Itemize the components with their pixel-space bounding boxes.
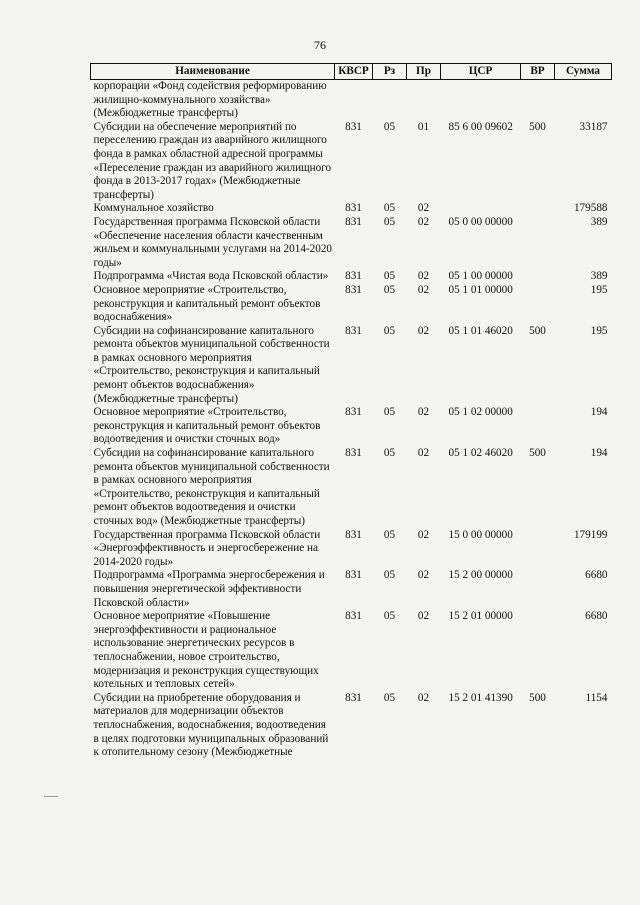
table-row bbox=[91, 121, 612, 203]
cell-name: корпорации «Фонд содействия реформированию жилищно-коммунального хозяйства» (Межбюджетные трансферты) bbox=[93, 80, 327, 120]
cell-csr: 05 1 00 00000 bbox=[448, 270, 513, 283]
cell-kvsr: 831 bbox=[345, 120, 362, 133]
cell-vr bbox=[521, 80, 555, 121]
cell-csr: 15 2 01 41390 bbox=[448, 691, 513, 704]
cell-sum: 6680 bbox=[585, 610, 608, 623]
table-row bbox=[91, 529, 612, 570]
cell-rz: 05 bbox=[383, 120, 396, 133]
cell-rz: 05 bbox=[383, 610, 396, 623]
cell-pr: 02 bbox=[417, 569, 430, 582]
cell-vr bbox=[521, 569, 555, 610]
cell-kvsr: 831 bbox=[345, 610, 362, 623]
cell-csr: 05 0 00 00000 bbox=[448, 215, 513, 228]
cell-vr bbox=[521, 270, 555, 284]
cell-sum: 6680 bbox=[585, 569, 608, 582]
cell-kvsr: 831 bbox=[345, 569, 362, 582]
table-row bbox=[91, 80, 612, 121]
cell-vr: 500 bbox=[529, 324, 546, 337]
cell-kvsr: 831 bbox=[345, 270, 362, 283]
cell-kvsr: 831 bbox=[345, 215, 362, 228]
cell-name: Основное мероприятие «Строительство, реконструкция и капитальный ремонт объектов водоснабжения» bbox=[93, 283, 321, 324]
cell-vr bbox=[521, 202, 555, 216]
cell-kvsr: 831 bbox=[345, 202, 362, 215]
cell-rz: 05 bbox=[383, 202, 396, 215]
cell-rz: 05 bbox=[383, 215, 396, 228]
cell-csr: 05 1 01 46020 bbox=[448, 324, 513, 337]
cell-name: Основное мероприятие «Повышение энергоэффективности и рациональное использование энергетических ресурсов в теплоснабжении, новое строительство, модернизация и реконструкция существующих котельных и тепловых сетей» bbox=[93, 610, 319, 691]
cell-name: Субсидии на обеспечение мероприятий по переселению граждан из аварийного жилищного фонда в рамках областной адресной программы «Переселение граждан из аварийного жилищного фонда в 2013-2017 годах» (Межбюджетные трансферты) bbox=[93, 120, 332, 201]
cell-rz: 05 bbox=[383, 569, 396, 582]
cell-pr: 02 bbox=[417, 528, 430, 541]
cell-pr: 02 bbox=[417, 270, 430, 283]
cell-csr bbox=[441, 202, 521, 216]
cell-rz: 05 bbox=[383, 691, 396, 704]
cell-vr bbox=[521, 406, 555, 447]
cell-rz bbox=[373, 80, 407, 121]
cell-pr: 02 bbox=[417, 610, 430, 623]
cell-vr bbox=[521, 216, 555, 270]
cell-sum: 389 bbox=[590, 215, 608, 228]
table-row bbox=[91, 284, 612, 325]
cell-name: Государственная программа Псковской области «Энергоэффективность и энергосбережение на 2014-2020 годы» bbox=[93, 528, 321, 568]
cell-rz: 05 bbox=[383, 270, 396, 283]
cell-sum: 1154 bbox=[585, 691, 608, 704]
table-row bbox=[91, 325, 612, 407]
column-header-vr: ВР bbox=[521, 64, 555, 80]
cell-kvsr: 831 bbox=[345, 283, 362, 296]
cell-sum: 179588 bbox=[573, 202, 608, 215]
cell-csr: 05 1 01 00000 bbox=[448, 283, 513, 296]
cell-pr: 02 bbox=[417, 283, 430, 296]
cell-sum bbox=[555, 80, 612, 121]
cell-sum: 194 bbox=[590, 447, 608, 460]
table-header-row bbox=[91, 64, 612, 80]
cell-vr bbox=[521, 610, 555, 692]
cell-vr: 500 bbox=[529, 447, 546, 460]
table-row bbox=[91, 610, 612, 692]
table-row bbox=[91, 406, 612, 447]
cell-csr: 15 2 01 00000 bbox=[448, 610, 513, 623]
table-row bbox=[91, 270, 612, 284]
cell-csr: 05 1 02 46020 bbox=[448, 447, 513, 460]
cell-rz: 05 bbox=[383, 528, 396, 541]
budget-table bbox=[90, 63, 612, 760]
cell-kvsr: 831 bbox=[345, 324, 362, 337]
cell-vr: 500 bbox=[529, 120, 546, 133]
cell-name: Субсидии на софинансирование капитального ремонта объектов муниципальной собственности в рамках основного мероприятия «Строительство, реконструкция и капитальный ремонт объектов водоснабжения» (Межбюджетные трансферты) bbox=[93, 324, 330, 405]
cell-rz: 05 bbox=[383, 406, 396, 419]
cell-pr: 02 bbox=[417, 406, 430, 419]
cell-sum: 179199 bbox=[573, 528, 608, 541]
cell-name: Субсидии на приобретение оборудования и материалов для модернизации объектов теплоснабжения, водоснабжения, водоотведения в целях подготовки муниципальных образований к отопительному сезону (Межбюджетные bbox=[93, 691, 329, 759]
cell-sum: 195 bbox=[590, 324, 608, 337]
cell-name: Коммунальное хозяйство bbox=[93, 202, 214, 215]
table-body bbox=[91, 80, 612, 760]
cell-kvsr bbox=[335, 80, 373, 121]
table-row bbox=[91, 569, 612, 610]
cell-csr: 85 6 00 09602 bbox=[448, 120, 513, 133]
column-header-kvsr: КВСР bbox=[335, 64, 373, 80]
cell-rz: 05 bbox=[383, 283, 396, 296]
cell-vr: 500 bbox=[529, 691, 546, 704]
cell-csr: 05 1 02 00000 bbox=[448, 406, 513, 419]
cell-name: Подпрограмма «Чистая вода Псковской области» bbox=[93, 270, 329, 283]
cell-name: Субсидии на софинансирование капитального ремонта объектов муниципальной собственности в рамках основного мероприятия «Строительство, реконструкция и капитальный ремонт объектов водоотведения и очистки сточных вод» (Межбюджетные трансферты) bbox=[93, 447, 330, 527]
cell-vr bbox=[521, 284, 555, 325]
scan-mark bbox=[44, 796, 58, 797]
column-header-pr: Пр bbox=[407, 64, 441, 80]
cell-kvsr: 831 bbox=[345, 528, 362, 541]
table-row bbox=[91, 202, 612, 216]
column-header-rz: Рз bbox=[373, 64, 407, 80]
cell-vr bbox=[521, 529, 555, 570]
cell-pr: 02 bbox=[417, 324, 430, 337]
cell-sum: 389 bbox=[590, 270, 608, 283]
cell-sum: 194 bbox=[590, 406, 608, 419]
cell-csr: 15 0 00 00000 bbox=[448, 528, 513, 541]
cell-pr: 02 bbox=[417, 215, 430, 228]
column-header-sum: Сумма bbox=[555, 64, 612, 80]
cell-pr bbox=[407, 80, 441, 121]
cell-name: Подпрограмма «Программа энергосбережения и повышения энергетической эффективности Псковской области» bbox=[93, 569, 325, 609]
cell-csr bbox=[441, 80, 521, 121]
cell-pr: 02 bbox=[417, 691, 430, 704]
table-row bbox=[91, 216, 612, 270]
cell-name: Основное мероприятие «Строительство, реконструкция и капитальный ремонт объектов водоотведения и очистки сточных вод» bbox=[93, 406, 321, 446]
column-header-csr: ЦСР bbox=[441, 64, 521, 80]
cell-pr: 02 bbox=[417, 447, 430, 460]
column-header-name: Наименование bbox=[91, 64, 335, 80]
page-number: 76 bbox=[314, 38, 326, 52]
cell-sum: 195 bbox=[590, 283, 608, 296]
cell-pr: 02 bbox=[417, 202, 430, 215]
cell-rz: 05 bbox=[383, 324, 396, 337]
cell-pr: 01 bbox=[417, 120, 430, 133]
cell-rz: 05 bbox=[383, 447, 396, 460]
cell-csr: 15 2 00 00000 bbox=[448, 569, 513, 582]
cell-sum: 33187 bbox=[579, 120, 608, 133]
cell-kvsr: 831 bbox=[345, 406, 362, 419]
cell-kvsr: 831 bbox=[345, 691, 362, 704]
table-row bbox=[91, 447, 612, 529]
table-row bbox=[91, 692, 612, 760]
cell-kvsr: 831 bbox=[345, 447, 362, 460]
cell-name: Государственная программа Псковской области «Обеспечение населения области качественным жильем и коммунальными услугами на 2014-2020 годы» bbox=[93, 215, 333, 269]
